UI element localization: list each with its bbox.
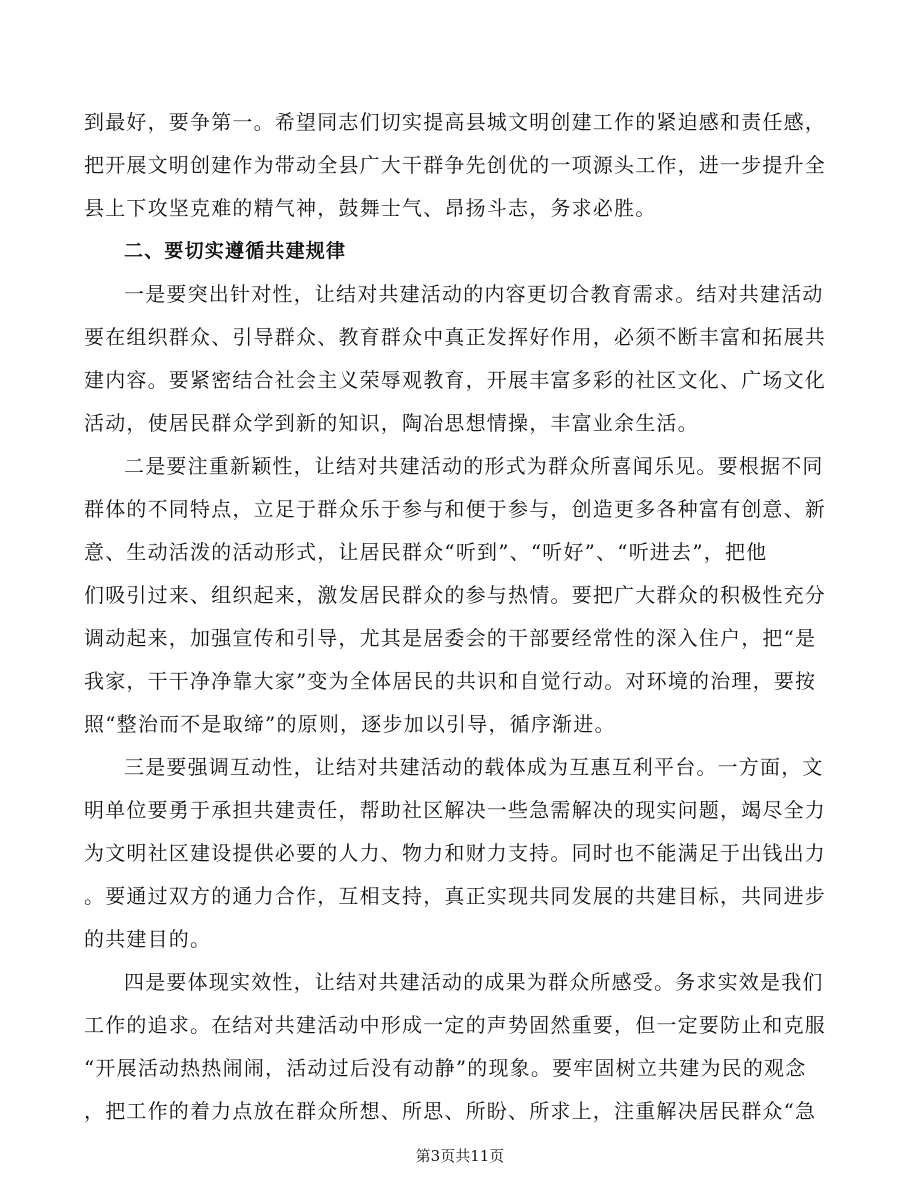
- text-line: 到最好，要争第一。希望同志们切实提高县城文明创建工作的紧迫感和责任感，: [84, 110, 826, 134]
- text-line: ，把工作的着力点放在群众所想、所思、所盼、所求上，注重解决居民群众“急: [84, 1099, 817, 1123]
- text-line: 。要通过双方的通力合作，互相支持，真正实现共同发展的共建目标，共同进步: [84, 884, 826, 908]
- text-line: 意、生动活泼的活动形式，让居民群众“听到”、“听好”、“听进去”，把他: [84, 540, 768, 564]
- text-line: 调动起来，加强宣传和引导，尤其是居委会的干部要经常性的深入住户，把“是: [84, 626, 817, 650]
- section-heading: 二、要切实遵循共建规律: [124, 240, 347, 262]
- text-line: 活动，使居民群众学到新的知识，陶冶思想情操，丰富业余生活。: [84, 411, 699, 435]
- text-line: 群体的不同特点，立足于群众乐于参与和便于参与，创造更多各种富有创意、新: [84, 497, 826, 521]
- text-line: 明单位要勇于承担共建责任，帮助社区解决一些急需解决的现实问题，竭尽全力: [84, 798, 826, 822]
- text-line: 们吸引过来、组织起来，激发居民群众的参与热情。要把广大群众的积极性充分: [84, 583, 826, 607]
- text-line: 照“整治而不是取缔”的原则，逐步加以引导，循序渐进。: [84, 712, 616, 736]
- page-number-footer: 第3页共11页: [415, 1147, 505, 1165]
- paragraph-first-line: 二是要注重新颖性，让结对共建活动的形式为群众所喜闻乐见。要根据不同: [124, 454, 824, 478]
- paragraph-first-line: 四是要体现实效性，让结对共建活动的成果为群众所感受。务求实效是我们: [124, 970, 824, 994]
- text-line: 的共建目的。: [84, 927, 212, 951]
- paragraph-first-line: 三是要强调互动性，让结对共建活动的载体成为互惠互利平台。一方面，文: [124, 755, 824, 779]
- text-line: 要在组织群众、引导群众、教育群众中真正发挥好作用，必须不断丰富和拓展共: [84, 325, 826, 349]
- text-line: “开展活动热热闹闹，活动过后没有动静”的现象。要牢固树立共建为民的观念: [84, 1056, 807, 1080]
- text-line: 工作的追求。在结对共建活动中形成一定的声势固然重要，但一定要防止和克服: [84, 1013, 826, 1037]
- text-line: 县上下攻坚克难的精气神，鼓舞士气、昂扬斗志，务求必胜。: [84, 196, 657, 220]
- text-line: 我家，干干净净靠大家”变为全体居民的共识和自觉行动。对环境的治理，要按: [84, 669, 817, 693]
- text-line: 建内容。要紧密结合社会主义荣辱观教育，开展丰富多彩的社区文化、广场文化: [84, 368, 826, 392]
- text-line: 为文明社区建设提供必要的人力、物力和财力支持。同时也不能满足于出钱出力: [84, 841, 826, 865]
- text-line: 把开展文明创建作为带动全县广大干群争先创优的一项源头工作，进一步提升全: [84, 153, 826, 177]
- paragraph-first-line: 一是要突出针对性，让结对共建活动的内容更切合教育需求。结对共建活动: [124, 282, 824, 306]
